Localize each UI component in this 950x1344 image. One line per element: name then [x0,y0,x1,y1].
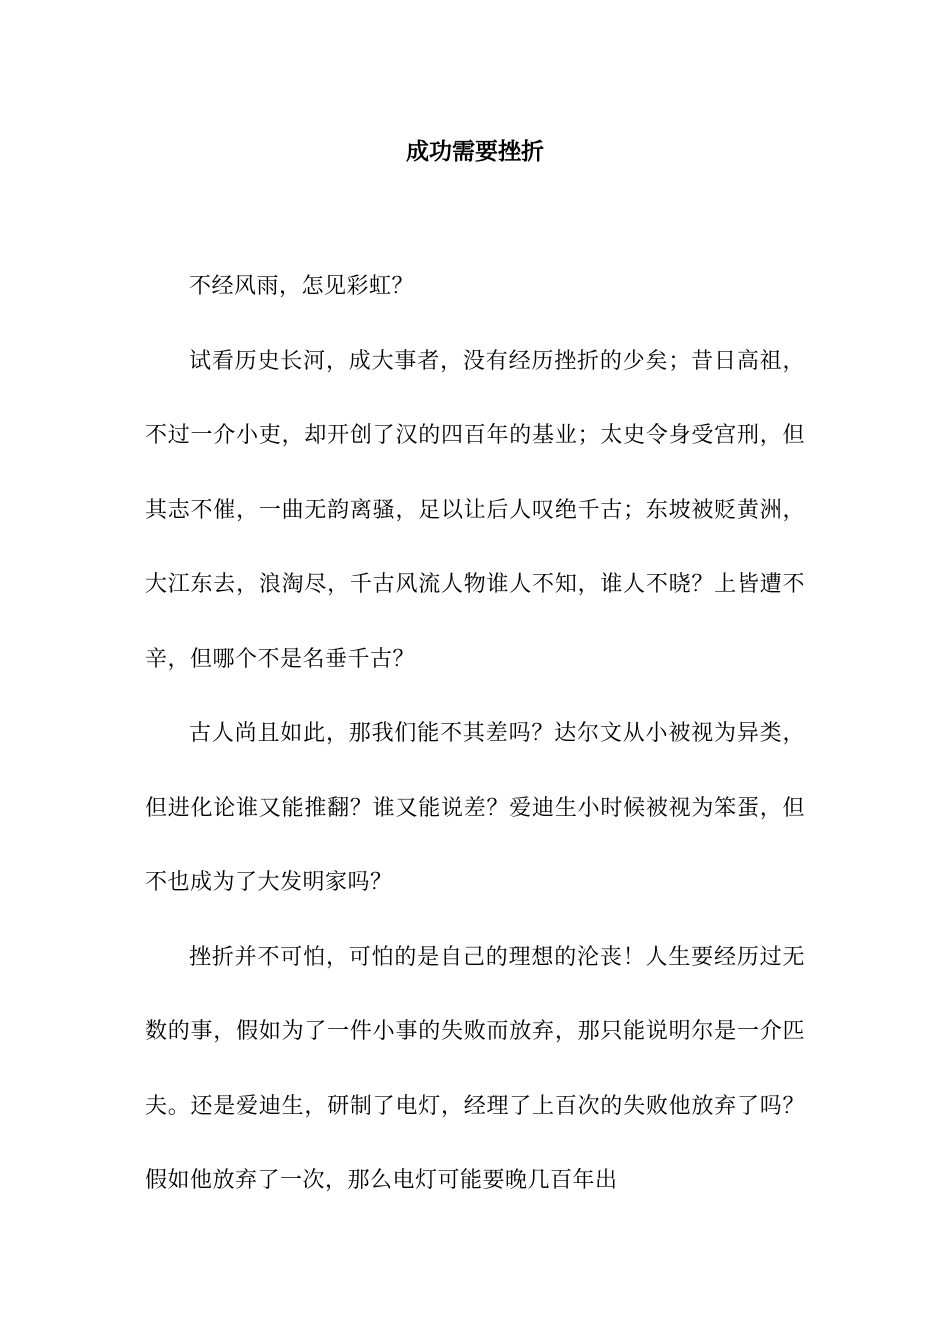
paragraph-1: 不经风雨，怎见彩虹？ [189,274,415,299]
paragraph-4: 挫折并不可怕，可怕的是自己的理想的沦丧！人生要经历过无数的事，假如为了一件小事的失败而放弃，那只能说明尔是一介匹夫。还是爱迪生，研制了电灯，经理了上百次的失败他放弃了吗？假如他放弃了一次，那么电灯可能要晚几百年出 [145,944,805,1193]
paragraph-3: 古人尚且如此，那我们能不其差吗？达尔文从小被视为异类，但进化论谁又能推翻？谁又能说差？爱迪生小时候被视为笨蛋，但不也成为了大发明家吗？ [145,721,805,895]
paragraph-2: 试看历史长河，成大事者，没有经历挫折的少矣；昔日高祖，不过一介小吏，却开创了汉的四百年的基业；太史令身受宫刑，但其志不催，一曲无韵离骚，足以让后人叹绝千古；东坡被贬黄洲，大江东去，浪淘尽，千古风流人物谁人不知，谁人不晓？上皆遭不辛，但哪个不是名垂千古？ [145,348,805,672]
document-body [145,250,805,1219]
document-title: 成功需要挫折 [406,139,544,165]
